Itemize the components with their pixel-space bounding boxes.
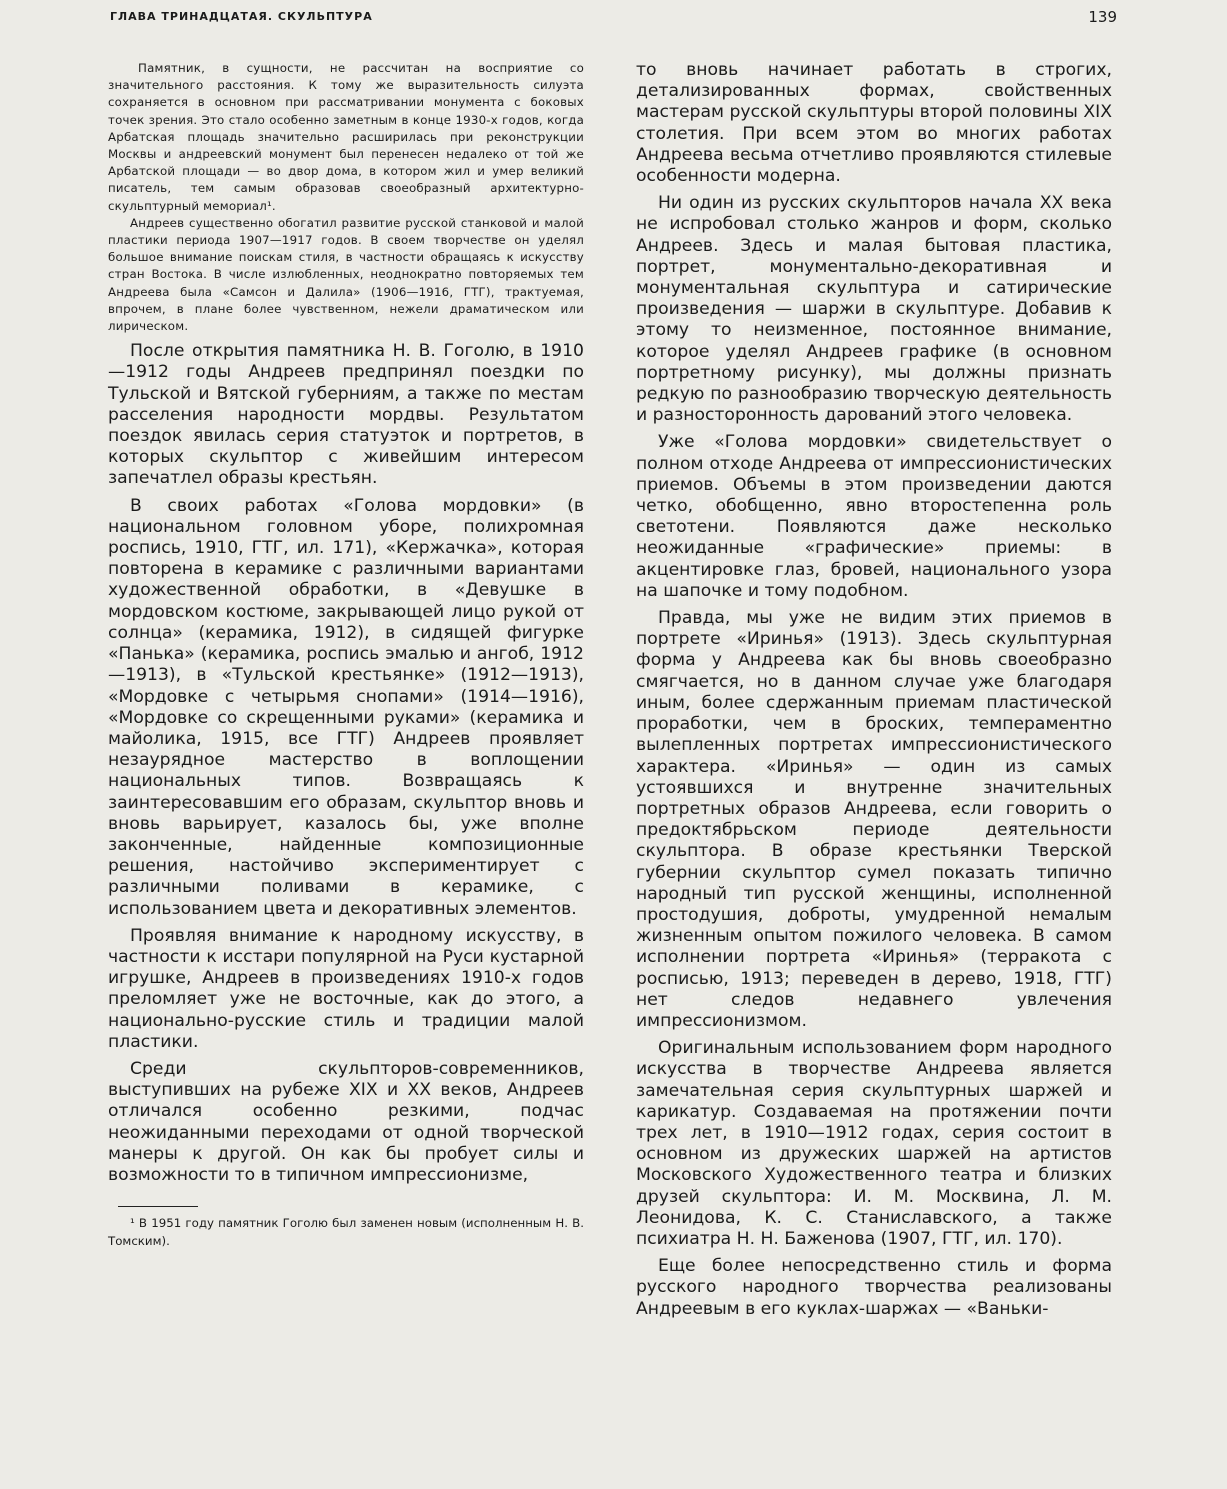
running-head: ГЛАВА ТРИНАДЦАТАЯ. СКУЛЬПТУРА (110, 10, 373, 23)
body-paragraph: Проявляя внимание к народному искусству, в частности к исстари популярной на Руси кустарной игрушке, Андреев в произведениях 1910-х годов преломляет уже не восточные, как до этого, а национально-русские стиль и традиции малой пластики. (108, 925, 584, 1052)
footnote: ¹ В 1951 году памятник Гоголю был заменен новым (исполненным Н. В. Томским). (108, 1216, 584, 1248)
footnote-divider (118, 1206, 198, 1207)
body-paragraph: Уже «Голова мордовки» свидетельствует о полном отходе Андреева от импрессионистических приемов. Объемы в этом произведении даются четко, обобщенно, явно второстепенна роль светотени. Появляются даже несколько неожиданные «графические» приемы: в акцентировке глаз, бровей, национального узора на шапочке и тому подобном. (636, 432, 1112, 601)
body-paragraph: После открытия памятника Н. В. Гоголю, в 1910—1912 годы Андреев предпринял поездки по Тульской и Вятской губерниям, а также по местам расселения народности мордвы. Результатом поездок явилась серия статуэток и портретов, в которых скульптор с живейшим интересом запечатлел образы крестьян. (108, 341, 584, 489)
body-paragraph: Оригинальным использованием форм народного искусства в творчестве Андреева является замечательная серия скульптурных шаржей и карикатур. Создаваемая на протяжении почти трех лет, в 1910—1912 годах, серия состоит в основном из дружеских шаржей на артистов Московского Художественного театра и близких друзей скульптора: И. М. Москвина, Л. М. Леонидова, К. С. Станиславского, а также психиатра Н. Н. Баженова (1907, ГТГ, ил. 170). (636, 1038, 1112, 1249)
page-number: 139 (1088, 8, 1117, 26)
body-paragraph: Еще более непосредственно стиль и форма русского народного творчества реализованы Андреевым в его куклах-шаржах — «Ваньки- (636, 1256, 1112, 1319)
left-column (108, 60, 584, 1250)
body-paragraph: Среди скульпторов-современников, выступивших на рубеже XIX и XX веков, Андреев отличался особенно резкими, подчас неожиданными переходами от одной творческой манеры к другой. Он как бы пробует силы и возможности то в типичном импрессионизме, (108, 1058, 584, 1185)
body-paragraph-continuation: то вновь начинает работать в строгих, детализированных формах, свойственных мастерам русской скульптуры второй половины XIX столетия. При всем этом во многих работах Андреева весьма отчетливо проявляются стилевые особенности модерна. (636, 60, 1112, 187)
small-print-paragraph: Андреев существенно обогатил развитие русской станковой и малой пластики периода 1907—1917 годов. В своем творчестве он уделял большое внимание поискам стиля, в частности обращаясь к искусству стран Востока. В числе излюбленных, неоднократно повторяемых тем Андреева была «Самсон и Далила» (1906—1916, ГТГ), трактуемая, впрочем, в плане более чувственном, нежели драматическом или лирическом. (108, 215, 584, 334)
body-paragraph: Правда, мы уже не видим этих приемов в портрете «Иринья» (1913). Здесь скульптурная форма у Андреева как бы вновь своеобразно смягчается, но в данном случае уже благодаря иным, более сдержанным приемам пластической проработки, чем в броских, темпераментно вылепленных портретах импрессионистического характера. «Иринья» — один из самых устоявшихся и внутренне значительных портретных образов Андреева, если говорить о предоктябрьском периоде деятельности скульптора. В образе крестьянки Тверской губернии скульптор сумел показать типично народный тип русской женщины, исполненной простодушия, доброты, умудренной немалым жизненным опытом пожилого человека. В самом исполнении портрета «Иринья» (терракота с росписью, 1913; переведен в дерево, 1918, ГТГ) нет следов недавнего увлечения импрессионизмом. (636, 608, 1112, 1031)
small-print-paragraph: Памятник, в сущности, не рассчитан на восприятие со значительного расстояния. К тому же выразительность силуэта сохраняется в основном при рассматривании монумента с боковых точек зрения. Это стало особенно заметным в конце 1930-х годов, когда Арбатская площадь значительно расширилась при реконструкции Москвы и андреевский монумент был перенесен недалеко от той же Арбатской площади — во двор дома, в котором жил и умер великий писатель, тем самым образовав своеобразный архитектурно-скульптурный мемориал¹. (108, 61, 584, 213)
right-column (636, 60, 1112, 1320)
body-paragraph: В своих работах «Голова мордовки» (в национальном головном уборе, полихромная роспись, 1910, ГТГ, ил. 171), «Кержачка», которая повторена в керамике с различными вариантами художественной обработки, в «Девушке в мордовском костюме, закрывающей лицо рукой от солнца» (керамика, 1912), в сидящей фигурке «Панька» (керамика, роспись эмалью и ангоб, 1912—1913), в «Тульской крестьянке» (1912—1913), «Мордовке с четырьмя снопами» (1914—1916), «Мордовке со скрещенными руками» (керамика и майолика, 1915, все ГТГ) Андреев проявляет незаурядное мастерство в воплощении национальных типов. Возвращаясь к заинтересовавшим его образам, скульптор вновь и вновь варьирует, казалось бы, уже вполне законченные, найденные композиционные решения, настойчиво экспериментирует с различными поливами в керамике, с использованием цвета и декоративных элементов. (108, 495, 584, 919)
body-paragraph: Ни один из русских скульпторов начала XX века не испробовал столько жанров и форм, сколько Андреев. Здесь и малая бытовая пластика, портрет, монументально-декоративная и монументальная скульптура и сатирические произведения — шаржи в скульптуре. Добавив к этому то неизменное, постоянное внимание, которое уделял Андреев графике (в основном портретному рисунку), мы должны признать редкую по разнообразию творческую деятельность и разносторонность дарований этого человека. (636, 193, 1112, 426)
